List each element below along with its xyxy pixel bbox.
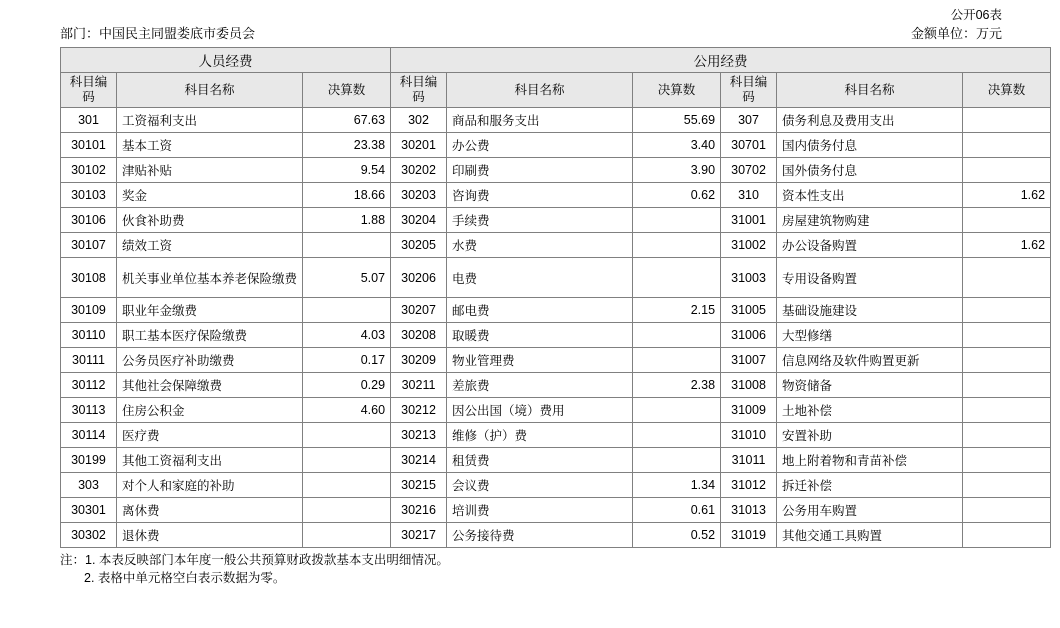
cell-code-public-a: 30212 [391, 398, 447, 423]
cell-code-personnel: 30110 [61, 323, 117, 348]
cell-code-public-b: 31001 [721, 208, 777, 233]
cell-code-public-b: 31002 [721, 233, 777, 258]
cell-value-public-b [963, 208, 1051, 233]
cell-name-public-a: 手续费 [447, 208, 633, 233]
cell-code-public-b: 31006 [721, 323, 777, 348]
cell-value-public-a [633, 348, 721, 373]
cell-code-public-b: 31011 [721, 448, 777, 473]
table-row [61, 323, 1051, 348]
department-label: 部门：中国民主同盟娄底市委员会 [60, 26, 256, 41]
cell-value-personnel [303, 423, 391, 448]
cell-name-public-b: 房屋建筑物购建 [777, 208, 963, 233]
cell-code-personnel: 30302 [61, 523, 117, 548]
cell-value-public-b [963, 298, 1051, 323]
cell-code-public-a: 30213 [391, 423, 447, 448]
cell-value-personnel: 67.63 [303, 108, 391, 133]
cell-name-personnel: 工资福利支出 [117, 108, 303, 133]
cell-name-personnel: 住房公积金 [117, 398, 303, 423]
table-row [61, 448, 1051, 473]
cell-name-public-b: 信息网络及软件购置更新 [777, 348, 963, 373]
cell-value-public-a [633, 233, 721, 258]
cell-value-personnel: 23.38 [303, 133, 391, 158]
cell-name-public-a: 租赁费 [447, 448, 633, 473]
cell-code-public-a: 30207 [391, 298, 447, 323]
table-row [61, 208, 1051, 233]
table-row [61, 473, 1051, 498]
table-notes [60, 548, 1050, 587]
cell-name-personnel: 津贴补贴 [117, 158, 303, 183]
column-header-row [61, 73, 1051, 108]
cell-name-public-a: 会议费 [447, 473, 633, 498]
cell-value-public-b [963, 108, 1051, 133]
cell-value-personnel [303, 233, 391, 258]
cell-name-public-b: 办公设备购置 [777, 233, 963, 258]
column-header-code-1: 科目编码 [61, 73, 117, 108]
cell-name-public-b: 安置补助 [777, 423, 963, 448]
cell-name-public-a: 水费 [447, 233, 633, 258]
cell-code-public-b: 31012 [721, 473, 777, 498]
cell-value-personnel: 4.60 [303, 398, 391, 423]
column-header-value-3: 决算数 [963, 73, 1051, 108]
cell-value-public-a: 3.90 [633, 158, 721, 183]
cell-code-public-b: 31009 [721, 398, 777, 423]
cell-name-public-b: 专用设备购置 [777, 258, 963, 298]
cell-code-personnel: 30109 [61, 298, 117, 323]
cell-code-personnel: 30102 [61, 158, 117, 183]
cell-code-public-b: 31019 [721, 523, 777, 548]
cell-name-public-a: 印刷费 [447, 158, 633, 183]
table-row [61, 423, 1051, 448]
table-row [61, 523, 1051, 548]
cell-name-personnel: 绩效工资 [117, 233, 303, 258]
cell-name-personnel: 其他社会保障缴费 [117, 373, 303, 398]
cell-code-public-b: 307 [721, 108, 777, 133]
table-row [61, 183, 1051, 208]
cell-value-public-b [963, 398, 1051, 423]
cell-code-public-b: 31013 [721, 498, 777, 523]
group-header-row [61, 48, 1051, 73]
table-row [61, 233, 1051, 258]
cell-value-public-b [963, 523, 1051, 548]
cell-value-public-b [963, 448, 1051, 473]
cell-code-public-a: 30204 [391, 208, 447, 233]
cell-name-public-a: 取暖费 [447, 323, 633, 348]
cell-name-personnel: 伙食补助费 [117, 208, 303, 233]
cell-value-public-a: 0.62 [633, 183, 721, 208]
cell-value-public-a [633, 398, 721, 423]
cell-code-personnel: 30107 [61, 233, 117, 258]
column-header-value-2: 决算数 [633, 73, 721, 108]
cell-value-personnel: 0.29 [303, 373, 391, 398]
cell-name-personnel: 基本工资 [117, 133, 303, 158]
column-header-code-3: 科目编码 [721, 73, 777, 108]
cell-name-personnel: 离休费 [117, 498, 303, 523]
table-row [61, 348, 1051, 373]
cell-code-personnel: 303 [61, 473, 117, 498]
cell-name-public-a: 电费 [447, 258, 633, 298]
cell-value-public-b [963, 498, 1051, 523]
table-row [61, 133, 1051, 158]
amount-unit-label: 金额单位：万元 [910, 26, 1002, 41]
table-row [61, 398, 1051, 423]
cell-name-public-b: 物资储备 [777, 373, 963, 398]
cell-name-personnel: 机关事业单位基本养老保险缴费 [117, 258, 303, 298]
cell-code-public-a: 30209 [391, 348, 447, 373]
cell-code-public-a: 30202 [391, 158, 447, 183]
cell-name-public-a: 培训费 [447, 498, 633, 523]
cell-code-public-b: 31010 [721, 423, 777, 448]
cell-value-public-a: 3.40 [633, 133, 721, 158]
cell-name-public-a: 商品和服务支出 [447, 108, 633, 133]
cell-name-personnel: 退休费 [117, 523, 303, 548]
cell-code-public-b: 30702 [721, 158, 777, 183]
cell-code-public-b: 30701 [721, 133, 777, 158]
cell-name-public-b: 债务利息及费用支出 [777, 108, 963, 133]
cell-value-personnel [303, 498, 391, 523]
cell-name-public-a: 物业管理费 [447, 348, 633, 373]
cell-value-public-a [633, 323, 721, 348]
group-header-public: 公用经费 [391, 48, 1051, 73]
cell-value-public-a: 55.69 [633, 108, 721, 133]
cell-code-public-a: 30201 [391, 133, 447, 158]
cell-code-public-a: 30215 [391, 473, 447, 498]
cell-code-personnel: 30114 [61, 423, 117, 448]
cell-code-public-a: 30214 [391, 448, 447, 473]
table-row [61, 373, 1051, 398]
cell-name-public-b: 公务用车购置 [777, 498, 963, 523]
cell-code-public-b: 31007 [721, 348, 777, 373]
cell-code-public-b: 31003 [721, 258, 777, 298]
cell-code-public-a: 302 [391, 108, 447, 133]
cell-value-personnel: 9.54 [303, 158, 391, 183]
cell-code-personnel: 30106 [61, 208, 117, 233]
cell-name-public-b: 拆迁补偿 [777, 473, 963, 498]
cell-value-public-a [633, 423, 721, 448]
cell-value-public-a: 1.34 [633, 473, 721, 498]
cell-name-public-b: 国外债务付息 [777, 158, 963, 183]
cell-code-public-a: 30208 [391, 323, 447, 348]
cell-value-public-a: 0.52 [633, 523, 721, 548]
cell-name-public-b: 土地补偿 [777, 398, 963, 423]
table-row [61, 108, 1051, 133]
cell-value-personnel [303, 523, 391, 548]
cell-code-personnel: 30111 [61, 348, 117, 373]
cell-name-personnel: 对个人和家庭的补助 [117, 473, 303, 498]
cell-code-public-a: 30211 [391, 373, 447, 398]
cell-name-public-a: 公务接待费 [447, 523, 633, 548]
cell-code-personnel: 30112 [61, 373, 117, 398]
cell-code-public-b: 31005 [721, 298, 777, 323]
cell-value-public-a [633, 448, 721, 473]
cell-name-personnel: 其他工资福利支出 [117, 448, 303, 473]
cell-code-public-a: 30205 [391, 233, 447, 258]
table-row [61, 298, 1051, 323]
cell-value-personnel [303, 298, 391, 323]
cell-name-public-b: 其他交通工具购置 [777, 523, 963, 548]
cell-code-public-a: 30203 [391, 183, 447, 208]
cell-value-personnel: 1.88 [303, 208, 391, 233]
cell-value-public-b: 1.62 [963, 233, 1051, 258]
cell-name-personnel: 奖金 [117, 183, 303, 208]
form-code: 公开06表 [950, 8, 1002, 22]
note-line-2: 2. 表格中单元格空白表示数据为零。 [84, 571, 286, 585]
cell-code-personnel: 30301 [61, 498, 117, 523]
group-header-personnel: 人员经费 [61, 48, 391, 73]
cell-code-personnel: 30199 [61, 448, 117, 473]
cell-value-personnel [303, 448, 391, 473]
cell-code-personnel: 301 [61, 108, 117, 133]
cell-value-personnel [303, 473, 391, 498]
column-header-name-1: 科目名称 [117, 73, 303, 108]
table-row [61, 258, 1051, 298]
cell-name-public-b: 大型修缮 [777, 323, 963, 348]
document-header [14, 24, 1046, 47]
cell-code-personnel: 30108 [61, 258, 117, 298]
cell-name-public-b: 基础设施建设 [777, 298, 963, 323]
table-row [61, 158, 1051, 183]
cell-value-public-b [963, 373, 1051, 398]
column-header-value-1: 决算数 [303, 73, 391, 108]
cell-value-public-b: 1.62 [963, 183, 1051, 208]
cell-name-public-b: 资本性支出 [777, 183, 963, 208]
cell-value-personnel: 4.03 [303, 323, 391, 348]
column-header-code-2: 科目编码 [391, 73, 447, 108]
cell-value-public-a [633, 208, 721, 233]
cell-code-public-a: 30217 [391, 523, 447, 548]
cell-name-public-a: 差旅费 [447, 373, 633, 398]
cell-code-personnel: 30103 [61, 183, 117, 208]
cell-code-personnel: 30113 [61, 398, 117, 423]
cell-code-public-a: 30206 [391, 258, 447, 298]
cell-value-public-b [963, 323, 1051, 348]
cell-value-public-b [963, 158, 1051, 183]
cell-value-public-b [963, 423, 1051, 448]
cell-code-personnel: 30101 [61, 133, 117, 158]
cell-name-personnel: 职工基本医疗保险缴费 [117, 323, 303, 348]
cell-value-public-b [963, 348, 1051, 373]
cell-code-public-b: 31008 [721, 373, 777, 398]
cell-code-public-a: 30216 [391, 498, 447, 523]
cell-value-personnel: 18.66 [303, 183, 391, 208]
cell-code-public-b: 310 [721, 183, 777, 208]
table-row [61, 498, 1051, 523]
cell-name-public-a: 邮电费 [447, 298, 633, 323]
cell-value-public-b [963, 473, 1051, 498]
cell-name-public-b: 国内债务付息 [777, 133, 963, 158]
cell-name-public-a: 办公费 [447, 133, 633, 158]
cell-value-public-b [963, 133, 1051, 158]
note-line-1: 注：1. 本表反映部门本年度一般公共预算财政拨款基本支出明细情况。 [60, 553, 449, 567]
column-header-name-3: 科目名称 [777, 73, 963, 108]
cell-value-personnel: 0.17 [303, 348, 391, 373]
cell-name-public-b: 地上附着物和青苗补偿 [777, 448, 963, 473]
cell-name-personnel: 职业年金缴费 [117, 298, 303, 323]
cell-name-public-a: 维修（护）费 [447, 423, 633, 448]
cell-value-public-a: 2.38 [633, 373, 721, 398]
cell-name-personnel: 医疗费 [117, 423, 303, 448]
cell-value-public-a: 2.15 [633, 298, 721, 323]
column-header-name-2: 科目名称 [447, 73, 633, 108]
cell-name-public-a: 咨询费 [447, 183, 633, 208]
cell-value-public-b [963, 258, 1051, 298]
cell-name-personnel: 公务员医疗补助缴费 [117, 348, 303, 373]
budget-table [60, 47, 1051, 548]
cell-value-public-a: 0.61 [633, 498, 721, 523]
cell-name-public-a: 因公出国（境）费用 [447, 398, 633, 423]
cell-value-public-a [633, 258, 721, 298]
cell-value-personnel: 5.07 [303, 258, 391, 298]
